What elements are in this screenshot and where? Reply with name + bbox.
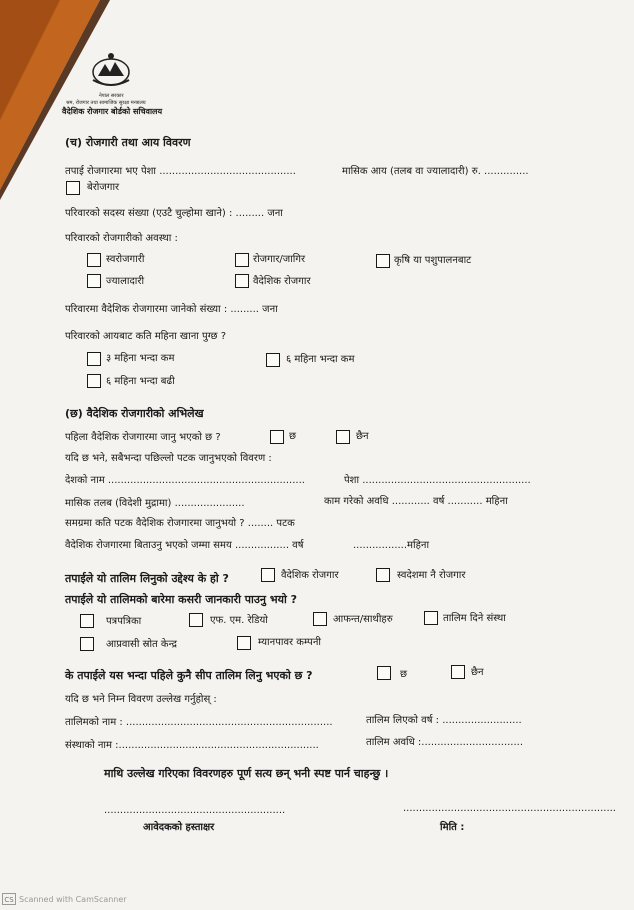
relatives-label: आफन्त/साथीहरु (333, 614, 393, 625)
less-3-months-checkbox[interactable] (87, 352, 101, 366)
prior-training-yes-label: छ (400, 669, 408, 680)
foreign-employment-label: वैदेशिक रोजगार (253, 276, 311, 287)
agriculture-label: कृषि या पशुपालनबाट (394, 255, 472, 266)
office-name: वैदेशिक रोजगार बोर्डको सचिवालय (62, 107, 163, 116)
camscanner-watermark: Scanned with CamScanner (19, 895, 127, 904)
training-duration-field[interactable]: तालिम अवधि :................................ (366, 737, 524, 748)
salary-field[interactable]: मासिक तलब (विदेशी मुद्रामा) ...................... (65, 498, 245, 509)
family-status-label: परिवारको रोजगारीको अवस्था : (65, 233, 178, 244)
food-sufficiency-label: परिवारको आयबाट कति महिना खाना पुग्छ ? (65, 331, 227, 342)
agriculture-checkbox[interactable] (376, 254, 390, 268)
signature-line[interactable]: ......................................................... (104, 805, 286, 816)
foreign-count-field[interactable]: परिवारमा वैदेशिक रोजगारमा जानेको संख्या : ......... जना (65, 304, 278, 315)
work-duration-field[interactable]: काम गरेको अवधि ............ वर्ष ........... महिना (324, 496, 508, 507)
unemployed-label: बेरोजगार (87, 182, 120, 193)
training-name-field[interactable]: तालिमको नाम : ................................................................. (65, 717, 333, 728)
less-6-months-checkbox[interactable] (266, 353, 280, 367)
prior-training-question: के तपाईले यस भन्दा पहिले कुनै सीप तालिम लिनु भएको छ ? (65, 669, 313, 682)
applicant-signature-label: आवेदकको हस्ताक्षर (143, 822, 215, 833)
less-3-months-label: ३ महिना भन्दा कम (106, 353, 175, 364)
total-time-months-field[interactable]: .................महिना (353, 540, 430, 551)
emblem-line-1: नेपाल सरकार (99, 93, 124, 99)
camscanner-logo-icon: CS (2, 893, 16, 905)
self-employed-label: स्वरोजगारी (106, 254, 145, 265)
institute-label: तालिम दिने संस्था (443, 613, 506, 624)
section-chh-heading: (छ) वैदेशिक रोजगारीको अभिलेख (65, 407, 204, 420)
job-label: रोजगार/जागिर (253, 254, 306, 265)
profession-field[interactable]: पेशा ..................................................... (344, 475, 531, 486)
if-yes-label: यदि छ भने, सबैभन्दा पछिल्लो पटक जानुभएको विवरण : (65, 453, 272, 464)
migrant-center-label: आप्रवासी स्रोत केन्द्र (106, 639, 177, 650)
purpose-domestic-checkbox[interactable] (376, 568, 390, 582)
purpose-domestic-label: स्वदेशमा नै रोजगार (397, 570, 466, 581)
newspaper-checkbox[interactable] (80, 614, 94, 628)
total-time-years-field[interactable]: वैदेशिक रोजगारमा बिताउनु भएको जम्मा समय ................. वर्ष (65, 540, 304, 551)
been-abroad-no-checkbox[interactable] (336, 430, 350, 444)
institute-checkbox[interactable] (424, 611, 438, 625)
section-ch-heading: (च) रोजगारी तथा आय विवरण (65, 136, 191, 149)
foreign-employment-checkbox[interactable] (235, 274, 249, 288)
been-abroad-yes-label: छ (289, 431, 297, 442)
more-6-months-label: ६ महिना भन्दा बढी (106, 376, 175, 387)
job-checkbox[interactable] (235, 253, 249, 267)
self-employed-checkbox[interactable] (87, 253, 101, 267)
relatives-checkbox[interactable] (313, 612, 327, 626)
prior-training-yes-checkbox[interactable] (377, 666, 391, 680)
date-label: मिति : (440, 822, 465, 833)
purpose-foreign-label: वैदेशिक रोजगार (281, 570, 339, 581)
training-purpose-question: तपाईले यो तालिम लिनुको उद्देश्य के हो ? (65, 572, 229, 585)
details-label: यदि छ भने निम्न विवरण उल्लेख गर्नुहोस् : (65, 694, 217, 705)
prior-training-no-checkbox[interactable] (451, 665, 465, 679)
info-source-question: तपाईले यो तालिमको बारेमा कसरी जानकारी पाउनु भयो ? (65, 593, 298, 606)
monthly-income-field[interactable]: मासिक आय (तलब वा ज्यालादारी) रु. .............. (342, 166, 529, 177)
migrant-center-checkbox[interactable] (80, 637, 94, 651)
newspaper-label: पत्रपत्रिका (106, 616, 142, 627)
manpower-company-label: म्यानपावर कम्पनी (258, 637, 321, 648)
been-abroad-question: पहिला वैदेशिक रोजगारमा जानु भएको छ ? (65, 432, 221, 443)
manpower-company-checkbox[interactable] (237, 636, 251, 650)
less-6-months-label: ६ महिना भन्दा कम (286, 354, 355, 365)
wage-checkbox[interactable] (87, 274, 101, 288)
purpose-foreign-checkbox[interactable] (261, 568, 275, 582)
been-abroad-yes-checkbox[interactable] (270, 430, 284, 444)
family-members-field[interactable]: परिवारको सदस्य संख्या (एउटै चुल्होमा खाने) : ......... जना (65, 208, 283, 219)
country-field[interactable]: देशको नाम .............................................................. (65, 475, 305, 486)
unemployed-checkbox[interactable] (66, 181, 80, 195)
times-abroad-field[interactable]: समग्रमा कति पटक वैदेशिक रोजगारमा जानुभयो ? ........ पटक (65, 518, 295, 529)
fm-radio-checkbox[interactable] (189, 613, 203, 627)
fm-radio-label: एफ. एम. रेडियो (210, 615, 268, 626)
org-name-field[interactable]: संस्थाको नाम :............................................................... (65, 740, 319, 751)
wage-label: ज्यालादारी (106, 276, 145, 287)
prior-training-no-label: छैन (471, 667, 484, 678)
date-line[interactable]: ................................................................... (403, 803, 616, 814)
occupation-field[interactable]: तपाई रोजगारमा भए पेशा ........................................... (65, 166, 296, 177)
more-6-months-checkbox[interactable] (87, 374, 101, 388)
emblem-line-2: श्रम, रोजगार तथा सामाजिक सुरक्षा मन्त्रालय (66, 100, 146, 106)
training-year-field[interactable]: तालिम लिएको वर्ष : ......................... (366, 715, 522, 726)
nepal-emblem-logo (88, 50, 134, 90)
been-abroad-no-label: छैन (356, 431, 369, 442)
declaration-text: माथि उल्लेख गरिएका विवरणहरु पूर्ण सत्य छन् भनी स्पष्ट पार्न चाहन्छु । (104, 767, 389, 780)
